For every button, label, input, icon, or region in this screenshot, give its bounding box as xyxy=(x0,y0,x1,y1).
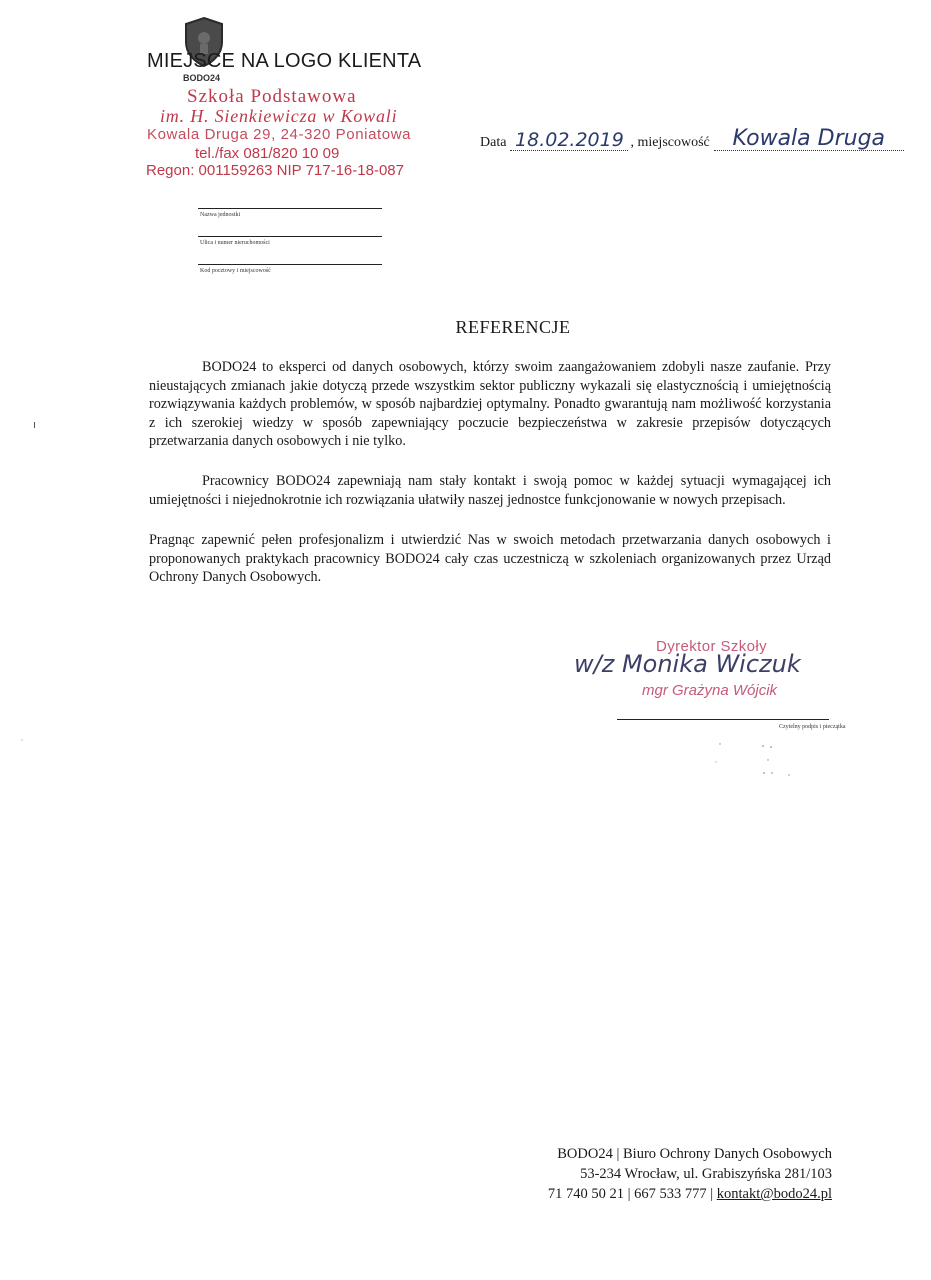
stamp-phone: tel./fax 081/820 10 09 xyxy=(195,145,340,162)
logo-brand: BODO24 xyxy=(183,73,221,83)
stamp-school-name: Szkoła Podstawowa xyxy=(187,86,357,107)
signer-name-stamp: mgr Grażyna Wójcik xyxy=(642,682,778,699)
date-label: Data xyxy=(480,135,507,150)
place-label: , miejscowość xyxy=(630,135,710,150)
logo-placeholder-text: MIEJSCE NA LOGO KLIENTA xyxy=(147,50,422,72)
footer xyxy=(548,1144,832,1204)
paragraph-2-text: Pracownicy BODO24 zapewniają nam stały kontakt i swoją pomoc w każdej sytuacji wymagającej ich umiejętności i niejednokrotnie ich rozwiązania ułatwiły naszej jednostce funkcjonowanie w nowych przepisach. xyxy=(149,473,831,508)
paragraph-3-text: Pragnąc zapewnić pełen profesjonalizm i utwierdzić Nas w swoich metodach przetwarzania danych osobowych i proponowanych praktykach pracownicy BODO24 cały czas uczestniczą w szkoleniach organizowanych przez Urząd Ochrony Danych Osobowych. xyxy=(149,532,831,585)
handwritten-signature: w/z Monika Wiczuk xyxy=(574,650,801,678)
footer-address: 53-234 Wrocław, ul. Grabiszyńska 281/103 xyxy=(580,1166,832,1182)
footer-phones: 71 740 50 21 | 667 533 777 | xyxy=(547,1186,717,1202)
document-title: REFERENCJE xyxy=(455,317,571,337)
date-value: 18.02.2019 xyxy=(510,130,628,151)
unit-name-label: Nazwa jednostki xyxy=(200,212,241,218)
footer-contact xyxy=(548,1184,832,1204)
footer-email-link[interactable]: kontakt@bodo24.pl xyxy=(716,1186,832,1202)
signature-label: Czytelny podpis i pieczątka xyxy=(779,724,846,730)
director-stamp: Dyrektor Szkoły xyxy=(656,638,768,655)
street-label: Ulica i numer nieruchomości xyxy=(200,240,270,246)
paragraph-1-text: BODO24 to eksperci od danych osobowych, którzy swoim zaangażowaniem zdobyli nasze zaufanie. Przy nieustających zmianach jakie dotyczą przede wszystkim sektor publiczny wykazali się elastycznością i umiejętnością rozwiązywania każdych problemów, w sposób najbardziej optymalny. Ponadto gwarantują nam możliwość korzystania z ich szerokiej wiedzy w sposób zapewniający poczucie bezpieczeństwa w zakresie przepisów dotyczących przetwarzania danych osobowych i nie tylko. xyxy=(149,359,831,449)
place-value: Kowala Druga xyxy=(714,128,904,151)
postal-label: Kod pocztowy i miejscowość xyxy=(200,268,271,274)
stamp-address: Kowala Druga 29, 24-320 Poniatowa xyxy=(147,126,412,143)
footer-company: BODO24 | Biuro Ochrony Danych Osobowych xyxy=(557,1146,832,1162)
stamp-regon-nip: Regon: 001159263 NIP 717-16-18-087 xyxy=(146,162,404,179)
stamp-school-patron: im. H. Sienkiewicza w Kowali xyxy=(160,106,398,126)
